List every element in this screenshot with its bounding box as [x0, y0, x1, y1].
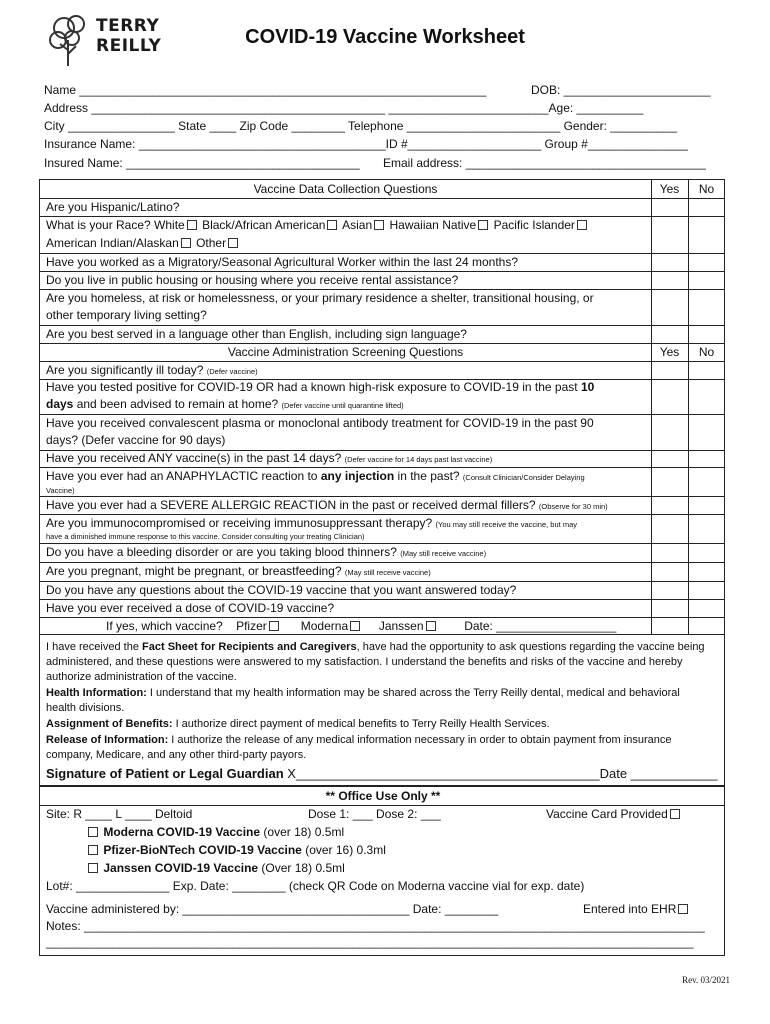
- question-migratory: Have you worked as a Migratory/Seasonal Agricultural Worker within the last 24 months?: [46, 255, 519, 269]
- screening-yes-header: Yes: [659, 345, 680, 359]
- white-checkbox[interactable]: [187, 220, 197, 230]
- logo-line-1: TERRY: [96, 16, 160, 36]
- dose-field[interactable]: Dose 1: ___ Dose 2: ___: [308, 807, 441, 821]
- hawaiian-checkbox[interactable]: [478, 220, 488, 230]
- screen-which-vaccine: If yes, which vaccine? Pfizer Moderna Janssen Date: __________________: [106, 619, 617, 633]
- screen-allergic: Have you ever had a SEVERE ALLERGIC REACTION in the past or received dermal fillers? (Observe for 30 min): [46, 498, 608, 512]
- question-public-housing: Do you live in public housing or housing where you receive rental assistance?: [46, 273, 459, 287]
- site-field[interactable]: Site: R ____ L ____ Deltoid: [46, 807, 193, 821]
- name-field[interactable]: Name _____________________________________________________________: [44, 83, 487, 97]
- asian-checkbox[interactable]: [374, 220, 384, 230]
- screen-immuno-note: have a diminished immune response to this vaccine. Consider consulting your treating Clinician): [46, 532, 365, 541]
- screen-positive: Have you tested positive for COVID-19 OR had a known high-risk exposure to COVID-19 in the past 10: [46, 380, 595, 394]
- office-heading: ** Office Use Only **: [325, 789, 441, 803]
- no-column-divider: [688, 180, 689, 634]
- lot-exp-field[interactable]: Lot#: ______________ Exp. Date: ________ (check QR Code on Moderna vaccine vial for exp. date): [46, 879, 585, 893]
- screen-plasma: Have you received convalescent plasma or monoclonal antibody treatment for COVID-19 in the past 90: [46, 416, 594, 430]
- questions-table: [39, 179, 725, 635]
- question-hispanic: Are you Hispanic/Latino?: [46, 200, 180, 214]
- consent-section: [39, 634, 725, 786]
- moderna-checkbox[interactable]: [350, 621, 360, 631]
- consent-line-1: I have received the Fact Sheet for Recipients and Caregivers, have had the opportunity to ask questions regarding the vaccine being: [46, 641, 705, 653]
- screening-heading: Vaccine Administration Screening Questions: [227, 345, 464, 359]
- email-field[interactable]: Email address: ____________________________________: [383, 156, 706, 170]
- yes-column-divider: [651, 180, 652, 634]
- health-info-line-2: health divisions.: [46, 702, 125, 714]
- consent-line-2: administered, and these questions were answered to my satisfaction. I understand the benefits and risks of the vaccine and hereby: [46, 656, 683, 668]
- american-indian-checkbox[interactable]: [181, 238, 191, 248]
- ehr-checkbox[interactable]: [678, 904, 688, 914]
- screen-ill: Are you significantly ill today? (Defer vaccine): [46, 363, 258, 377]
- collection-heading: Vaccine Data Collection Questions: [253, 182, 438, 196]
- janssen-office-checkbox[interactable]: [88, 863, 98, 873]
- office-use-section: [39, 786, 725, 956]
- screen-vaccines-14: Have you received ANY vaccine(s) in the past 14 days? (Defer vaccine for 14 days past last vaccine): [46, 451, 493, 465]
- health-info-line: Health Information: I understand that my health information may be shared across the Terry Reilly dental, medical and behavioral: [46, 687, 680, 699]
- address-age-field[interactable]: Address ____________________________________________ ________________________Age: __________: [44, 101, 644, 115]
- question-homeless-cont: other temporary living setting?: [46, 308, 207, 322]
- vaccine-card-provided[interactable]: Vaccine Card Provided: [546, 807, 682, 821]
- black-checkbox[interactable]: [327, 220, 337, 230]
- yes-header: Yes: [659, 182, 680, 196]
- moderna-office-checkbox[interactable]: [88, 827, 98, 837]
- insured-name-field[interactable]: Insured Name: ___________________________________: [44, 156, 360, 170]
- janssen-option[interactable]: Janssen COVID-19 Vaccine (Over 18) 0.5ml: [86, 861, 345, 875]
- entered-ehr[interactable]: Entered into EHR: [583, 902, 690, 916]
- assignment-line: Assignment of Benefits: I authorize direct payment of medical benefits to Terry Reilly Health Services.: [46, 718, 550, 730]
- screen-positive-cont: days and been advised to remain at home? (Defer vaccine until quarantine lifted): [46, 397, 404, 411]
- release-line: Release of Information: I authorize the release of any medical information necessary in order to obtain payment from insurance: [46, 734, 672, 746]
- administered-by-field[interactable]: Vaccine administered by: __________________________________ Date: ________: [46, 902, 499, 916]
- revision-date: Rev. 03/2021: [682, 975, 730, 985]
- pfizer-option[interactable]: Pfizer-BioNTech COVID-19 Vaccine (over 16) 0.3ml: [86, 843, 386, 857]
- moderna-option[interactable]: Moderna COVID-19 Vaccine (over 18) 0.5ml: [86, 825, 344, 839]
- dob-field[interactable]: DOB: ______________________: [531, 83, 711, 97]
- screen-pregnant: Are you pregnant, might be pregnant, or breastfeeding? (May still receive vaccine): [46, 564, 431, 578]
- no-header: No: [698, 182, 715, 196]
- logo-line-2: REILLY: [96, 36, 162, 56]
- screen-questions: Do you have any questions about the COVID-19 vaccine that you want answered today?: [46, 583, 517, 597]
- notes-field-2[interactable]: _________________________________________________________________________________________________: [46, 935, 694, 949]
- city-state-zip-field[interactable]: City ________________ State ____ Zip Code ________ Telephone _______________________ Gender: __________: [44, 119, 678, 133]
- janssen-checkbox[interactable]: [426, 621, 436, 631]
- screen-anaphylactic: Have you ever had an ANAPHYLACTIC reaction to any injection in the past? (Consult Clinician/Consider Delaying: [46, 469, 585, 483]
- screen-anaphylactic-note: Vaccine): [46, 486, 75, 495]
- screening-no-header: No: [698, 345, 715, 359]
- page-title: COVID-19 Vaccine Worksheet: [245, 26, 525, 48]
- vaccine-card-checkbox[interactable]: [670, 809, 680, 819]
- question-race: What is your Race? White Black/African American Asian Hawaiian Native Pacific Islander: [46, 218, 589, 232]
- pfizer-checkbox[interactable]: [269, 621, 279, 631]
- pacific-checkbox[interactable]: [577, 220, 587, 230]
- consent-line-3: authorize administration of the vaccine.: [46, 671, 237, 683]
- question-language: Are you best served in a language other than English, including sign language?: [46, 327, 467, 341]
- other-race-checkbox[interactable]: [228, 238, 238, 248]
- prior-dose-date-field[interactable]: Date: __________________: [464, 619, 617, 633]
- insurance-field[interactable]: Insurance Name: _____________________________________ID #____________________ Group #_______________: [44, 137, 688, 151]
- notes-field[interactable]: Notes: _____________________________________________________________________________________________: [46, 919, 705, 933]
- screen-bleeding: Do you have a bleeding disorder or are you taking blood thinners? (May still receive vaccine): [46, 545, 487, 559]
- signature-line[interactable]: Signature of Patient or Legal Guardian X__________________________________________Date ____________: [46, 766, 718, 781]
- release-line-2: company, Medicare, and any other third-party payors.: [46, 749, 307, 761]
- question-homeless: Are you homeless, at risk or homelessness, or your primary residence a shelter, transitional housing, or: [46, 291, 594, 305]
- screen-prior-dose: Have you ever received a dose of COVID-19 vaccine?: [46, 601, 335, 615]
- pfizer-office-checkbox[interactable]: [88, 845, 98, 855]
- screen-immunocompromised: Are you immunocompromised or receiving immunosuppressant therapy? (You may still receive the vaccine, but may: [46, 516, 577, 530]
- question-race-cont: American Indian/Alaskan Other: [46, 236, 240, 250]
- screen-plasma-cont: days? (Defer vaccine for 90 days): [46, 433, 226, 447]
